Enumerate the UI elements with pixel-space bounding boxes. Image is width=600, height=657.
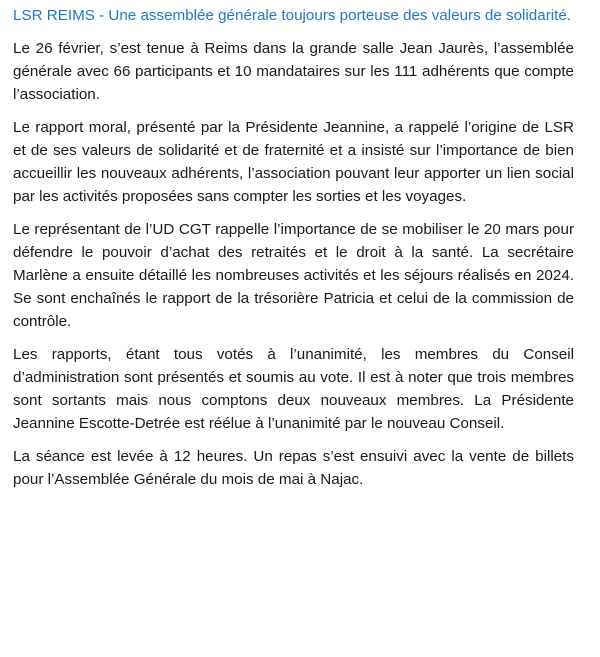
article <box>13 4 574 501</box>
paragraph-intro: Le 26 février, s’est tenue à Reims dans la grande salle Jean Jaurès, l’assemblée générale avec 66 participants et 10 mandataires sur les 111 adhérents que compte l’association. <box>13 40 574 103</box>
paragraph-votes: Les rapports, étant tous votés à l’unanimité, les membres du Conseil d’administration sont présentés et soumis au vote. Il est à noter que trois membres sont sortants mais nous comptons deux nouveaux membres. La Présidente Jeannine Escotte-Detrée est réélue à l’unanimité par le nouveau Conseil. <box>13 346 574 432</box>
paragraph-ud-cgt: Le représentant de l’UD CGT rappelle l’importance de se mobiliser le 20 mars pour défendre le pouvoir d’achat des retraités et le droit à la santé. La secrétaire Marlène a ensuite détaillé les nombreuses activités et les séjours réalisés en 2024. Se sont enchaînés le rapport de la trésorière Patricia et celui de la commission de contrôle. <box>13 221 574 330</box>
article-title: LSR REIMS - Une assemblée générale toujours porteuse des valeurs de solidarité. <box>13 7 572 24</box>
paragraph-moral-report: Le rapport moral, présenté par la Présidente Jeannine, a rappelé l’origine de LSR et de ses valeurs de solidarité et de fraternité et a insisté sur l’importance de bien accueillir les nouveaux adhérents, l’association pouvant leur apporter un lien social par les activités proposées sans compter les sorties et les voyages. <box>13 119 574 205</box>
paragraph-closing: La séance est levée à 12 heures. Un repas s’est ensuivi avec la vente de billets pour l’Assemblée Générale du mois de mai à Najac. <box>13 448 574 488</box>
